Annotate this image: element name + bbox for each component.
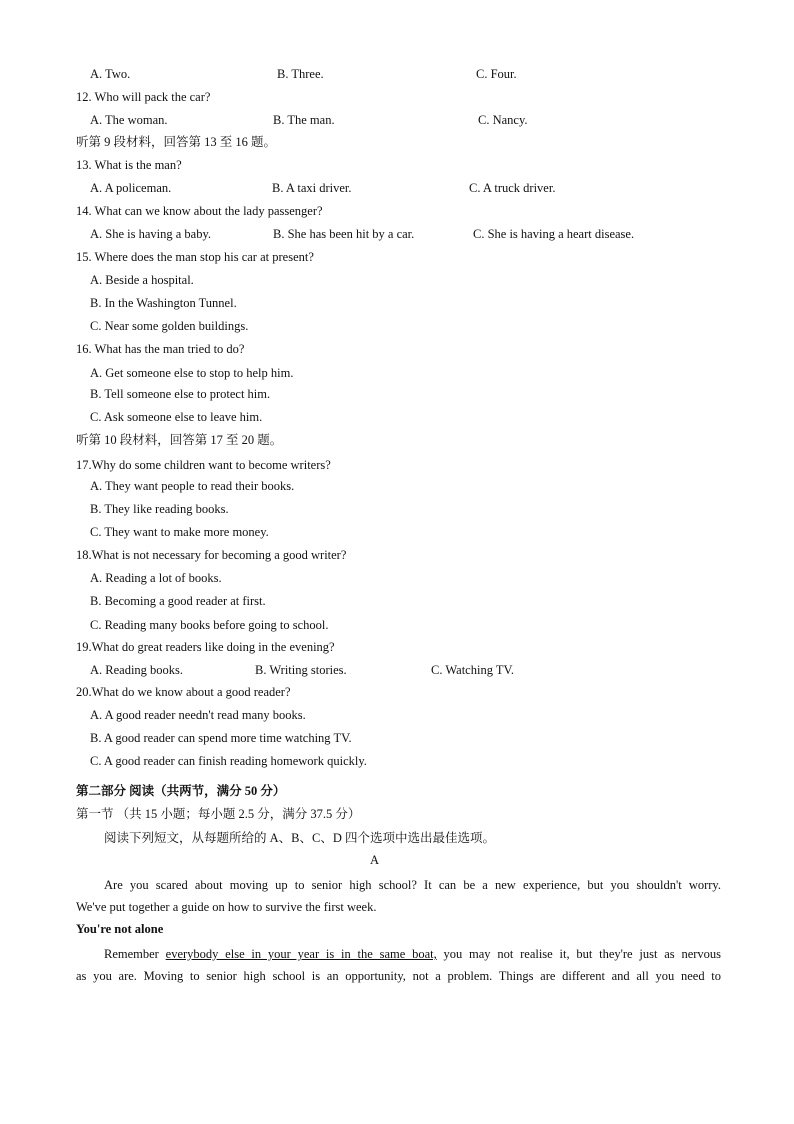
q13-option-a: A. A policeman. [90, 181, 172, 195]
q14-option-b: B. She has been hit by a car. [273, 227, 415, 241]
q14-option-c: C. She is having a heart disease. [473, 227, 635, 241]
q20-option-a: A. A good reader needn't read many books. [90, 708, 306, 722]
instruction-passage-10: 听第 10 段材料，回答第 17 至 20 题。 [76, 433, 283, 447]
q16-option-c: C. Ask someone else to leave him. [90, 410, 263, 424]
q13-option-c: C. A truck driver. [469, 181, 556, 195]
para2-text-post: you may not realise it, but they're just as nervous [436, 947, 722, 961]
q13-stem: 13. What is the man? [76, 158, 182, 172]
q16-stem: 16. What has the man tried to do? [76, 342, 245, 356]
q19-option-a: A. Reading books. [90, 663, 184, 677]
q13-option-b: B. A taxi driver. [272, 181, 352, 195]
section-one-heading: 第一节 （共 15 小题；每小题 2.5 分，满分 37.5 分） [76, 807, 361, 821]
q20-option-c: C. A good reader can finish reading homework quickly. [90, 754, 367, 768]
q16-option-a: A. Get someone else to stop to help him. [90, 366, 294, 380]
q11-option-a: A. Two. [90, 67, 131, 81]
q15-stem: 15. Where does the man stop his car at present? [76, 250, 314, 264]
passage-para2-line1 [76, 946, 721, 962]
q18-option-c: C. Reading many books before going to school. [90, 618, 329, 632]
para2-underlined-phrase: everybody else in your year is in the same boat, [165, 947, 437, 961]
para2-text-pre: Remember [104, 947, 166, 961]
passage-para1-line2: We've put together a guide on how to survive the first week. [76, 900, 377, 914]
q11-option-c: C. Four. [476, 67, 517, 81]
q17-option-a: A. They want people to read their books. [90, 479, 295, 493]
q12-stem: 12. Who will pack the car? [76, 90, 211, 104]
q15-option-a: A. Beside a hospital. [90, 273, 194, 287]
q20-option-b: B. A good reader can spend more time watching TV. [90, 731, 352, 745]
reading-instruction: 阅读下列短文，从每题所给的 A、B、C、D 四个选项中选出最佳选项。 [104, 831, 495, 845]
q17-stem: 17.Why do some children want to become writers? [76, 458, 331, 472]
part-two-heading: 第二部分 阅读（共两节，满分 50 分） [76, 784, 286, 798]
q14-option-a: A. She is having a baby. [90, 227, 212, 241]
q11-option-b: B. Three. [277, 67, 324, 81]
q12-option-b: B. The man. [273, 113, 335, 127]
passage-para2-line2: as you are. Moving to senior high school is an opportunity, not a problem. Things are different and all you need to [76, 969, 721, 983]
q15-option-c: C. Near some golden buildings. [90, 319, 249, 333]
q17-option-c: C. They want to make more money. [90, 525, 269, 539]
q19-stem: 19.What do great readers like doing in the evening? [76, 640, 335, 654]
q20-stem: 20.What do we know about a good reader? [76, 685, 291, 699]
q18-stem: 18.What is not necessary for becoming a good writer? [76, 548, 347, 562]
q17-option-b: B. They like reading books. [90, 502, 229, 516]
passage-subheading: You're not alone [76, 922, 164, 936]
passage-letter: A [370, 853, 380, 867]
q15-option-b: B. In the Washington Tunnel. [90, 296, 237, 310]
instruction-passage-9: 听第 9 段材料，回答第 13 至 16 题。 [76, 135, 277, 149]
q18-option-a: A. Reading a lot of books. [90, 571, 222, 585]
passage-para1-line1: Are you scared about moving up to senior high school? It can be a new experience, but you shouldn't worry. [104, 878, 721, 892]
q18-option-b: B. Becoming a good reader at first. [90, 594, 266, 608]
q19-option-b: B. Writing stories. [255, 663, 347, 677]
q12-option-a: A. The woman. [90, 113, 168, 127]
q12-option-c: C. Nancy. [478, 113, 528, 127]
q16-option-b: B. Tell someone else to protect him. [90, 387, 271, 401]
q14-stem: 14. What can we know about the lady passenger? [76, 204, 323, 218]
q19-option-c: C. Watching TV. [431, 663, 515, 677]
